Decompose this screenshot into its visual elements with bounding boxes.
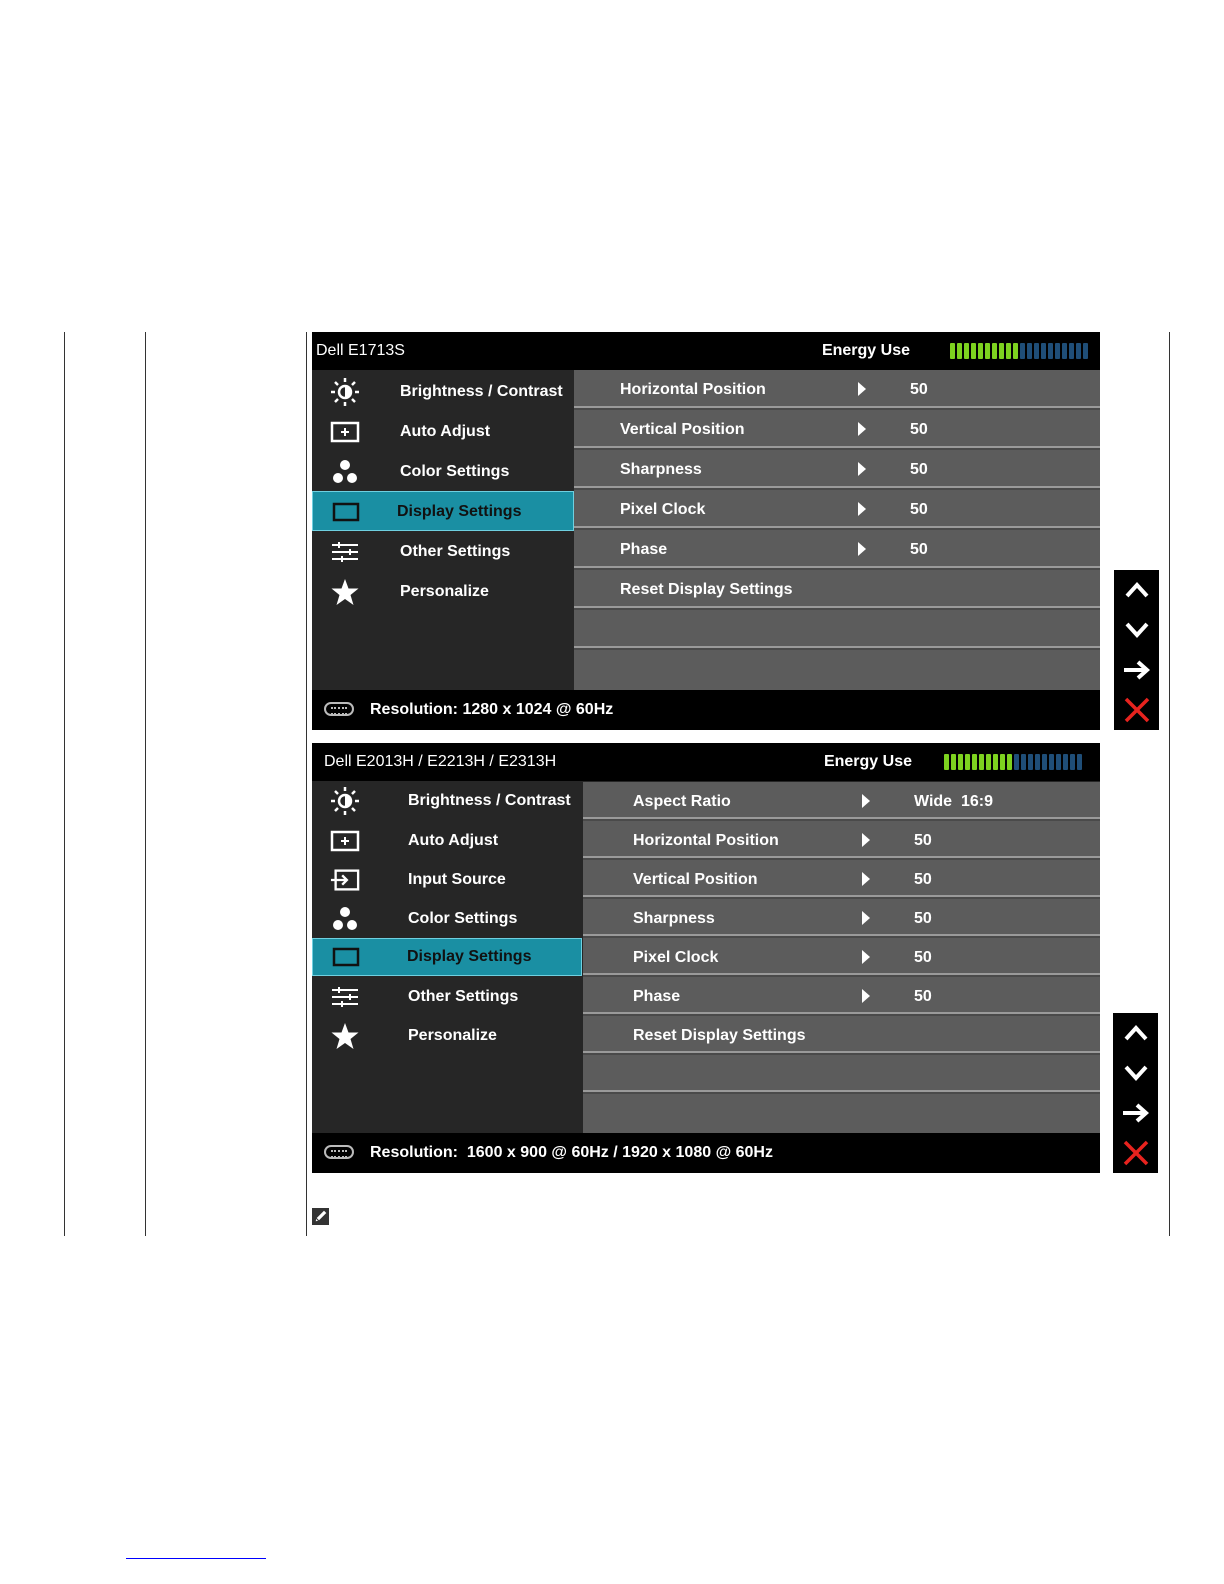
row-label: Vertical Position [633,871,758,888]
menu-item-auto-adjust[interactable] [312,821,582,861]
menu-item-other-settings[interactable] [312,977,582,1017]
row-reset-display-settings[interactable] [583,1016,1100,1053]
row-label: Horizontal Position [633,832,779,849]
up-arrow-icon[interactable] [1114,570,1159,610]
menu-item-color-settings[interactable] [312,452,572,492]
row-reset-display-settings[interactable] [574,570,1100,608]
menu-label: Other Settings [408,988,519,1005]
table-border-left [64,332,65,1236]
arrow-right-icon [862,833,870,847]
menu-label: Brightness / Contrast [408,792,571,809]
down-arrow-icon[interactable] [1113,1053,1158,1093]
arrow-right-icon [862,794,870,808]
menu-label: Other Settings [400,543,511,560]
osd-footer [312,1133,1100,1173]
menu-item-brightness-contrast[interactable] [312,781,582,821]
row-label: Pixel Clock [633,949,719,966]
row-label: Vertical Position [620,421,745,438]
row-value: 50 [914,871,932,888]
brightness-icon [330,787,360,815]
row-label: Aspect Ratio [633,793,731,810]
display-settings-panel [574,370,1100,690]
other-settings-icon [330,983,360,1011]
menu-label: Auto Adjust [408,832,499,849]
row-value: Wide 16:9 [914,793,993,810]
row-label: Pixel Clock [620,501,706,518]
resolution-text: Resolution: 1280 x 1024 @ 60Hz [370,701,614,718]
table-border-right [1169,332,1170,1236]
energy-meter [950,343,1088,359]
osd-header [312,332,1100,370]
row-value: 50 [910,421,928,438]
menu-item-display-settings[interactable] [312,491,574,531]
row-aspect-ratio[interactable] [583,782,1100,819]
color-settings-icon [330,458,360,486]
row-label: Reset Display Settings [620,581,793,598]
energy-use-label: Energy Use [823,753,912,770]
menu-label: Brightness / Contrast [400,383,563,400]
up-arrow-icon[interactable] [1113,1013,1158,1053]
auto-adjust-icon [330,418,360,446]
row-sharpness[interactable] [574,450,1100,488]
arrow-right-icon [858,382,866,396]
display-icon [331,498,361,526]
close-x-icon[interactable] [1113,1133,1158,1173]
input-source-icon [330,866,360,894]
color-settings-icon [330,905,360,933]
menu-label: Display Settings [397,503,522,520]
arrow-right-icon [858,542,866,556]
row-pixel-clock[interactable] [583,938,1100,975]
row-label: Horizontal Position [620,381,766,398]
table-border-col2 [306,332,307,1236]
row-label: Sharpness [633,910,715,927]
arrow-right-icon [858,422,866,436]
menu-item-color-settings[interactable] [312,899,582,939]
star-icon [330,1022,360,1050]
vga-connector-icon [324,1145,354,1159]
energy-meter [944,754,1082,770]
model-title: Dell E2013H / E2213H / E2313H [324,753,557,770]
row-label: Phase [633,988,681,1005]
menu-item-auto-adjust[interactable] [312,412,572,452]
row-empty [583,1094,1100,1133]
arrow-right-icon [858,462,866,476]
row-label: Sharpness [620,461,702,478]
row-sharpness[interactable] [583,899,1100,936]
row-value: 50 [910,381,928,398]
row-empty [574,650,1100,690]
other-settings-icon [330,538,360,566]
menu-item-other-settings[interactable] [312,532,572,572]
osd-nav-buttons [1113,1013,1158,1173]
right-arrow-icon[interactable] [1114,650,1159,690]
osd-footer [312,690,1100,730]
osd-menu-e2013h [312,743,1100,1173]
menu-label: Color Settings [400,463,510,480]
down-arrow-icon[interactable] [1114,610,1159,650]
right-arrow-icon[interactable] [1113,1093,1158,1133]
menu-item-personalize[interactable] [312,1016,582,1056]
row-pixel-clock[interactable] [574,490,1100,528]
menu-label: Color Settings [408,910,518,927]
table-border-col1 [145,332,146,1236]
row-empty [583,1055,1100,1092]
model-title: Dell E1713S [316,342,405,359]
menu-label: Auto Adjust [400,423,491,440]
row-value: 50 [914,832,932,849]
osd-menu-e1713s [312,332,1100,730]
arrow-right-icon [862,950,870,964]
row-horizontal-position[interactable] [574,370,1100,408]
menu-item-display-settings[interactable] [312,938,582,976]
energy-use-label: Energy Use [821,342,910,359]
arrow-right-icon [858,502,866,516]
row-value: 50 [914,988,932,1005]
row-value: 50 [910,541,928,558]
menu-label: Personalize [400,583,489,600]
vga-connector-icon [324,702,354,716]
row-label: Reset Display Settings [633,1027,806,1044]
row-phase[interactable] [574,530,1100,568]
menu-label: Input Source [408,871,506,888]
star-icon [330,578,360,606]
row-value: 50 [914,949,932,966]
row-vertical-position[interactable] [583,860,1100,897]
menu-item-brightness-contrast[interactable] [312,372,572,412]
auto-adjust-icon [330,827,360,855]
row-empty [574,610,1100,648]
arrow-right-icon [862,911,870,925]
close-x-icon[interactable] [1114,690,1159,730]
page-link-underline[interactable] [126,1558,266,1559]
menu-label: Display Settings [407,948,532,965]
brightness-icon [330,378,360,406]
row-value: 50 [910,461,928,478]
display-icon [331,943,361,971]
display-settings-panel [583,782,1100,1133]
note-pencil-icon [312,1208,329,1225]
menu-label: Personalize [408,1027,497,1044]
arrow-right-icon [862,989,870,1003]
row-value: 50 [910,501,928,518]
menu-item-input-source[interactable] [312,860,582,900]
osd-nav-buttons [1114,570,1159,730]
osd-header [312,743,1100,781]
arrow-right-icon [862,872,870,886]
resolution-text: Resolution: 1600 x 900 @ 60Hz / 1920 x 1080 @ 60Hz [370,1144,773,1161]
menu-item-personalize[interactable] [312,572,572,612]
row-phase[interactable] [583,977,1100,1014]
row-vertical-position[interactable] [574,410,1100,448]
row-value: 50 [914,910,932,927]
row-label: Phase [620,541,668,558]
row-horizontal-position[interactable] [583,821,1100,858]
